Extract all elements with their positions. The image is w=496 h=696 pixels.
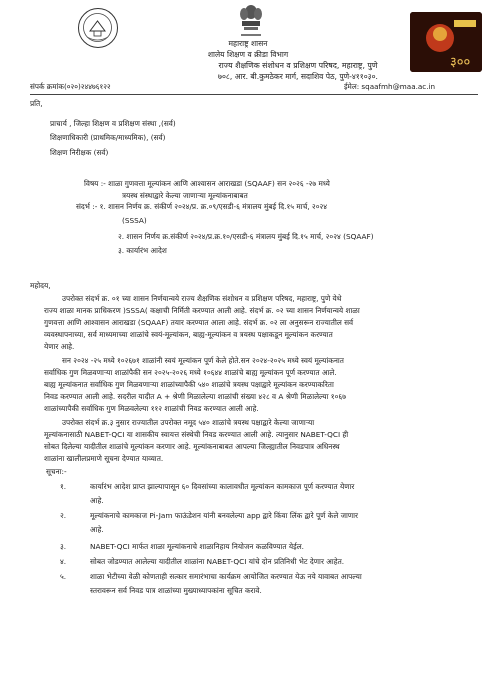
para-3-line: उपरोक्त संदर्भ क्र.३ नुसार राज्यातील उपरोक्त नमूद ५४० शाळांचे त्रयस्थ पक्षाद्वारे केल्या जाणाऱ्या — [62, 418, 315, 427]
para-2-line: बाह्य मूल्यांकनात सर्वाधिक गुण मिळवणाऱ्या शाळांच्यापैकी ५४० शाळांचे त्रयस्थ पक्षाद्वारे मूल्यांकन करण्याकरिता — [44, 380, 334, 389]
suggestion-number: १. — [60, 482, 67, 491]
reference-1-cont: (SSSA) — [122, 216, 147, 225]
national-emblem — [236, 4, 266, 40]
suggestion-text: शाळा भेटीच्या वेळी कोणताही सत्कार समारंभाचा कार्यक्रम आयोजित करण्यात येऊ नये यावाबत आपल्या — [90, 572, 362, 581]
suggestions-label: सूचना:- — [46, 467, 67, 476]
suggestion-text: सोबत जोडण्यात आलेल्या यादीतील शाळांना NABET-QCI यांचे दोन प्रतिनिधी भेट देणार आहेत. — [90, 557, 345, 566]
para-1-line: व्यवस्थापनाच्या, सर्व माध्यमाच्या शाळांचे स्वयं-मूल्यांकन, बाह्य-मूल्यांकन व त्रयस्थ पक्षाकडून मूल्यांकन करण्यात — [44, 330, 333, 339]
suggestion-number: २. — [60, 511, 67, 520]
suggestion-text: स्तरावरून सर्व निवड पात्र शाळांच्या मुख्याध्यापकांना सूचित करावे. — [90, 586, 262, 595]
suggestion-text: NABET-QCI मार्फत शाळा मूल्यांकनाचे शाळानिहाय नियोजन कळविण्यात येईल. — [90, 542, 304, 551]
para-2-line: सर्वाधिक गुण मिळवणाऱ्या शाळांपैकी सन २०२५-२०२६ मध्ये १०६४४ शाळांचे बाह्य मूल्यांकन पूर्ण करण्यात आले. — [44, 368, 337, 377]
suggestion-text: कार्यारंभ आदेश प्राप्त झाल्यापासून ६० दिवसांच्या कालावधीत मूल्यांकन कामकाज पूर्ण करण्यात येणार — [90, 482, 355, 491]
para-3-line: सोबत दिलेल्या यादीतील शाळांचे मूल्यांकन करणार आहे. मूल्यांकनाबाबत आपल्या जिल्ह्यातील निवडपात्र अधिनस्थ — [44, 442, 340, 451]
para-1-line: गुणवत्ता आणि आश्वासन आराखडा (SQAAF) तयार करण्यात आला आहे. संदर्भ क्र. ०२ ला अनुसरून राज्यातील सर्व — [44, 318, 354, 327]
header-line-3: राज्य शैक्षणिक संशोधन व प्रशिक्षण परिषद, महाराष्ट्र, पुणे — [218, 61, 378, 70]
recipient-item: शिक्षण निरीक्षक (सर्व) — [50, 148, 109, 157]
header-line-4: ७०८, आर. बी.कुमठेकर मार्ग, सदाशिव पेठ, पुणे-४११०३०. — [218, 72, 378, 81]
subject-line: विषय :- शाळा गुणवत्ता मूल्यांकन आणि आश्वासन आराखडा (SQAAF) सन २०२६ -२७ मध्ये — [84, 179, 330, 188]
header-line-1: महाराष्ट्र शासन — [228, 39, 268, 48]
anniversary-caption: ३०० — [450, 55, 471, 70]
recipient-item: शिक्षणाधिकारी (प्राथमिक/माध्यमिक), (सर्व) — [50, 133, 166, 142]
contact-email[interactable]: ईमेल: sqaafmh@maa.ac.in — [344, 82, 436, 91]
para-2-line: सन २०२४ -२५ मध्ये १०२६७१ शाळांनी स्वयं मूल्यांकन पूर्ण केले होते.सन २०२४-२०२५ मध्ये स्वयं मूल्यांकनात — [62, 356, 344, 365]
suggestion-number: ५. — [60, 572, 67, 581]
suggestion-number: ३. — [60, 542, 67, 551]
para-3-line: शाळांना खालीलप्रमाणे सूचना देण्यात याव्यात. — [44, 454, 164, 463]
para-2-line: शाळांच्यापैकी सर्वाधिक गुण मिळवलेल्या ११२ शाळांची निवड करण्यात आली आहे. — [44, 404, 259, 413]
header-line-2: शालेय शिक्षण व क्रीडा विभाग — [207, 50, 289, 59]
header-divider — [30, 94, 478, 95]
reference-3: ३. कार्यारंभ आदेश — [118, 246, 167, 255]
suggestion-text: आहे. — [90, 525, 104, 534]
para-3-line: मूल्यांकनासाठी NABET-QCI या शासकीय स्वायत्त संस्थेची निवड करण्यात आली आहे. त्यानुसार NABET-QCI ही — [44, 430, 349, 439]
salutation: महोदय, — [30, 281, 51, 290]
recipient-item: प्राचार्य , जिल्हा शिक्षण व प्रशिक्षण संस्था ,(सर्व) — [50, 119, 176, 128]
reference-2: २. शासन निर्णय क्र.संकीर्ण २०२४/प्र.क्र.१०/एसडी-६ मंत्रालय मुंबई दि.१५ मार्च, २०२४ (SQAAF) — [118, 232, 374, 241]
suggestion-text: मूल्यांकनाचे कामकाज Pi-Jam फाऊंडेशन यांनी बनवलेल्या app द्वारे किंवा लिंक द्वारे पूर्ण केले जाणार — [90, 511, 359, 520]
reference-1: संदर्भ :- १. शासन निर्णय क्र. संकीर्ण २०२४/प्र. क्र.०९/एसडी-६ मंत्रालय मुंबई दि.१५ मार्च, २०२४ — [76, 202, 328, 211]
recipients-label: प्रति, — [30, 99, 43, 108]
para-1-line: राज्य शाळा मानक प्राधिकरण )SSSA( कक्षाची निर्मिती करण्यात आली आहे. संदर्भ क्र. ०२ च्या शासन निर्णयान्वये शाळा — [44, 306, 360, 315]
para-1-line: उपरोक्त संदर्भ क्र. ०१ च्या शासन निर्णयान्वये राज्य शैक्षणिक संशोधन व प्रशिक्षण परिषद, महाराष्ट्र, पुणे येथे — [62, 294, 342, 303]
suggestion-number: ४. — [60, 557, 67, 566]
suggestion-text: आहे. — [90, 496, 104, 505]
contact-phone: संपर्क क्रमांक(०२०)२४४७६१२२ — [30, 82, 111, 91]
subject-line-cont: त्रयस्थ संस्थाद्वारे केल्या जाणाऱ्या मूल्यांकनाबाबत — [122, 191, 248, 200]
para-2-line: निवड करण्यात आली आहे. सदरील यादीत A + श्रेणी मिळालेल्या शाळांची संख्या ४२८ व A श्रेणी मिळालेल्या १०६७ — [44, 392, 346, 401]
para-1-line: येणार आहे. — [44, 342, 75, 351]
